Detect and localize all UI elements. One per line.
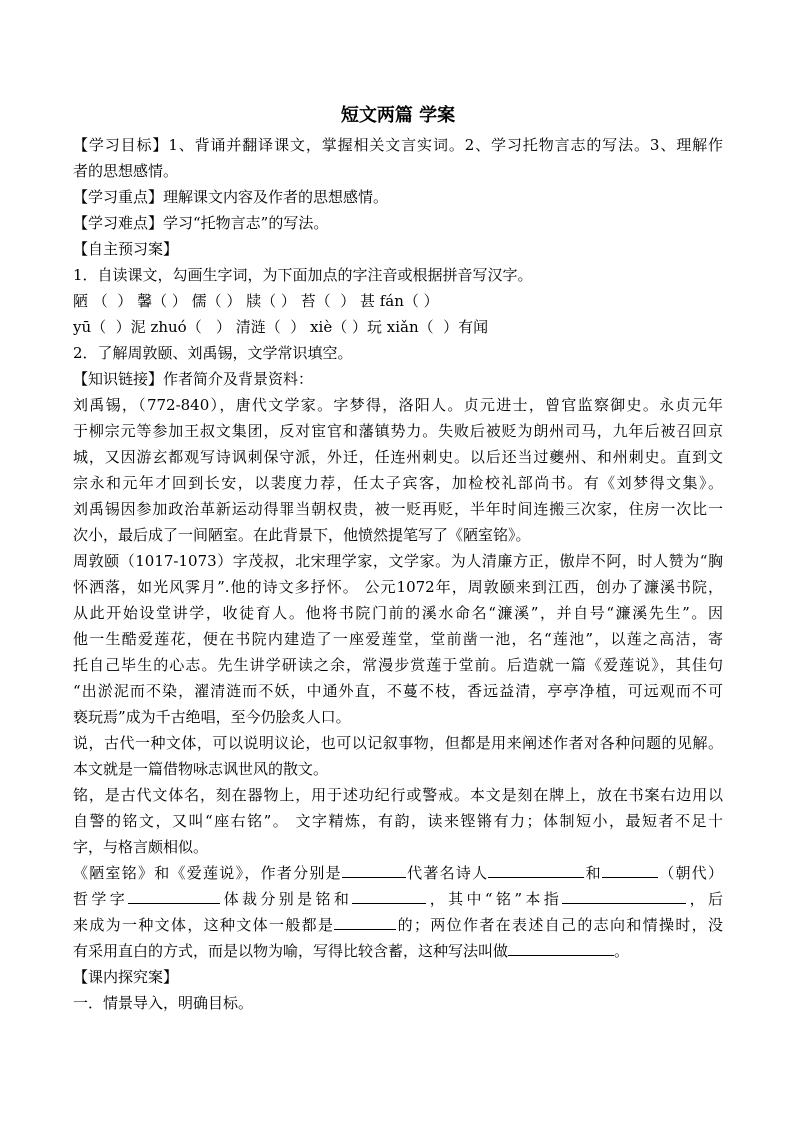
text-line: 刘禹锡，（772-840），唐代文学家。字梦得，洛阳人。贞元进士，曾官监察御史。永贞元年 — [73, 396, 723, 414]
text-line: 托自己毕生的心志。先生讲学研读之余，常漫步赏莲于堂前。后造就一篇《爱莲说》，其佳句 — [73, 656, 723, 674]
fill-text: 体裁分别是铭和 — [220, 890, 353, 908]
text-line: 自警的铭文，又叫“座右铭”。 文字精炼，有韵，读来铿锵有力；体制短小，最短者不足十 — [73, 812, 723, 830]
fill-in-line — [73, 860, 723, 886]
text-line: 城，又因游玄都观写诗讽刺保守派，外迁，任连州刺史。以后还当过夔州、和州刺史。直到文 — [73, 448, 723, 466]
text-line: 铭，是古代文体名，刻在器物上，用于述功纪行或警戒。本文是刻在牌上，放在书案右边用以 — [73, 786, 723, 804]
page-title: 短文两篇 学案 — [340, 105, 456, 126]
text-line: 从此开始设堂讲学，收徒育人。他将书院门前的溪水命名“濂溪”，并自号“濂溪先生”。因 — [73, 604, 723, 622]
fill-blank[interactable] — [334, 913, 396, 930]
text-line: 字，与格言颇相似。 — [73, 838, 209, 856]
pinyin-exercise: yū（ ）泥 zhuó（ ） 清涟（ ） xiè（ ）玩 xiǎn（ ）有闻 — [73, 318, 489, 336]
fill-text: 来成为一种文体，这种文体一般都是 — [73, 916, 335, 934]
text-line: 于柳宗元等参加王叔文集团，反对宦官和藩镇势力。失败后被贬为朗州司马，九年后被召回京 — [73, 422, 723, 440]
fill-text: ，其中“铭”本指 — [426, 890, 563, 908]
fill-blank[interactable] — [602, 861, 658, 878]
text-line: “出淤泥而不染，濯清涟而不妖，中通外直，不蔓不枝，香远益清，亭亭净植，可远观而不可 — [73, 682, 723, 700]
text-line: 说，古代一种文体，可以说明议论，也可以记叙事物，但都是用来阐述作者对各种问题的见解。 — [73, 734, 723, 752]
fill-text: （朝代） — [657, 864, 723, 882]
text-line: 【学习目标】1、背诵并翻译课文，掌握相关文言实词。2、学习托物言志的写法。3、理解作 — [73, 136, 723, 154]
fill-text: 的；两位作者在表述自己的志向和情操时，没 — [396, 916, 723, 934]
text-line: 1．自读课文，勾画生字词，为下面加点的字注音或根据拼音写汉字。 — [73, 266, 533, 284]
fill-blank[interactable] — [342, 861, 406, 878]
fill-blank[interactable] — [488, 861, 584, 878]
fill-text: 《陋室铭》和《爱莲说》，作者分别是 — [73, 864, 342, 882]
text-line: 【学习重点】理解课文内容及作者的思想感情。 — [73, 188, 389, 206]
fill-text: ，后 — [686, 890, 723, 908]
text-line: 亵玩焉”成为千古绝唱，至今仍脍炙人口。 — [73, 708, 351, 726]
fill-blank[interactable] — [352, 887, 426, 904]
text-line: 本文就是一篇借物咏志讽世风的散文。 — [73, 760, 329, 778]
fill-in-line — [73, 938, 723, 964]
text-line: 他一生酷爱莲花，便在书院内建造了一座爱莲堂，堂前凿一池，名“莲池”，以莲之高洁，寄 — [73, 630, 723, 648]
fill-text: 有采用直白的方式，而是以物为喻，写得比较含蓄，这种写法叫做 — [73, 942, 509, 960]
fill-text: 。 — [614, 942, 630, 960]
fill-text: 代著名诗人 — [405, 864, 489, 882]
text-line: 【学习难点】学习“托物言志”的写法。 — [73, 214, 329, 232]
fill-blank[interactable] — [508, 939, 614, 956]
text-line: 次小，最后成了一间陋室。在此背景下，他愤然提笔写了《陋室铭》。 — [73, 526, 531, 544]
fill-text: 哲学字 — [73, 890, 129, 908]
pinyin-exercise: 陋 （ ） 馨（ ） 儒（ ） 牍（ ） 苔（ ） 甚 fán（ ） — [73, 292, 439, 310]
text-line: 刘禹锡因参加政治革新运动得罪当朝权贵，被一贬再贬，半年时间连搬三次家，住房一次比一 — [73, 500, 723, 518]
section-heading: 【知识链接】作者简介及背景资料： — [73, 370, 314, 388]
fill-blank[interactable] — [562, 887, 686, 904]
section-heading: 【自主预习案】 — [73, 240, 179, 258]
fill-text: 和 — [584, 864, 602, 882]
step-heading: 一．情景导入，明确目标。 — [73, 994, 254, 1012]
text-line: 周敦颐（1017-1073）字茂叔，北宋理学家，文学家。为人清廉方正，傲岸不阿，时人赞为“胸 — [73, 552, 723, 570]
fill-in-line — [73, 912, 723, 938]
fill-in-line — [73, 886, 723, 912]
section-heading: 【课内探究案】 — [73, 968, 179, 986]
fill-blank[interactable] — [128, 887, 220, 904]
worksheet-page — [73, 100, 723, 1016]
text-line: 者的思想感情。 — [73, 162, 179, 180]
text-line: 怀洒落，如光风霁月”.他的诗文多抒怀。 公元1072年，周敦颐来到江西，创办了濂溪书院， — [73, 578, 723, 596]
text-line: 2．了解周敦颐、刘禹锡，文学常识填空。 — [73, 344, 353, 362]
text-line: 宗永和元年才回到长安，以裴度力荐，任太子宾客，加检校礼部尚书。有《刘梦得文集》。 — [73, 474, 723, 492]
